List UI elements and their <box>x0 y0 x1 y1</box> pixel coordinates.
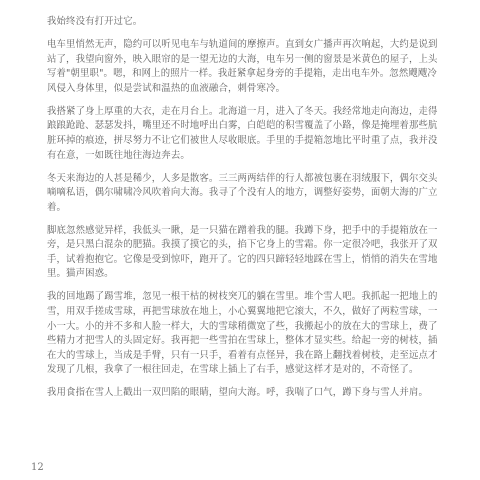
page-number: 12 <box>31 462 44 473</box>
paragraph-2: 电车里悄然无声，隐约可以听见电车与轨道间的摩擦声。直到女广播声再次响起，大约是说到站了，我望向窗外，映入眼帘的是一望无边的大海，电车另一侧的窗景是米黄色的屋子，上头写着"朝里职"。嗯，和网上的照片一样。我赶紧拿起身旁的手提箱，走出电车外。忽然飕飕冷风侵入身体里，似是尝试和温热的血液融合，刺骨寒冷。 <box>47 38 438 94</box>
paragraph-5: 脚底忽然感觉异样，我低头一瞅，是一只猫在蹭着我的腿。我蹲下身，把手中的手提箱放在一旁，是只黑白混杂的肥猫。我摸了摸它的头，掐下它身上的雪霜。你一定很冷吧，我张开了双手，试着抱抱它。它像是受到惊吓，跑开了。它的四只蹄轻轻地踩在雪上，悄悄的消失在雪地里。猫声困惑。 <box>47 224 438 280</box>
body-text <box>47 15 441 409</box>
paragraph-1: 我始终没有打开过它。 <box>47 16 143 27</box>
paragraph-4: 冬天来海边的人甚是稀少，人多是散客。三三两两结伴的行人都被包裹在羽绒服下，偶尔交头嘀嘀私语，偶尔啸啸冷风吹着向大海。我寻了个没有人的地方，调整好姿势，面朝大海的广立着。 <box>47 172 438 213</box>
paragraph-3: 我搭紧了身上厚重的大衣，走在月台上。北海道一月，进入了冬天。我经常地走向海边，走得踉踉跄跄、瑟瑟发抖，嘴里还不时地呼出白雾，白皑皑的积雪覆盖了小路，像是掩埋着那些肮脏环掉的痕迹，拼尽努力不让它们被世人尽收眼底。手里的手提箱忽地比平时重了点，我并没有在意，一如既往地往海边奔去。 <box>47 105 438 161</box>
paragraph-6: 我的回地踢了踢雪堆，忽见一根干枯的树枝突兀的躺在雪里。堆个雪人吧。我抓起一把地上的雪，用双手搓成雪球，再把雪球放在地上，小心翼翼地把它滚大，不久，做好了两粒雪球，一小一大。小的并不多和人脸一样大，大的雪球稍微宽了些，我搬起小的放在大的雪球上，费了些精力才把雪人的头固定好。我再把一些雪拍在雪球上，整体才显实些。给起一旁的树枝，插在大的雪球上，当成是手臂，只有一只手，看着有点怪异，我在路上翻找着树枝，走至远点才发现了几根，我拿了一根往回走，在雪球上插上了右手，感觉这样才是对的，不奇怪了。 <box>47 291 438 376</box>
paragraph-7: 我用食指在雪人上戳出一双凹陷的眼睛，望向大海。呼，我喘了口气，蹲下身与雪人并肩。 <box>47 387 429 399</box>
